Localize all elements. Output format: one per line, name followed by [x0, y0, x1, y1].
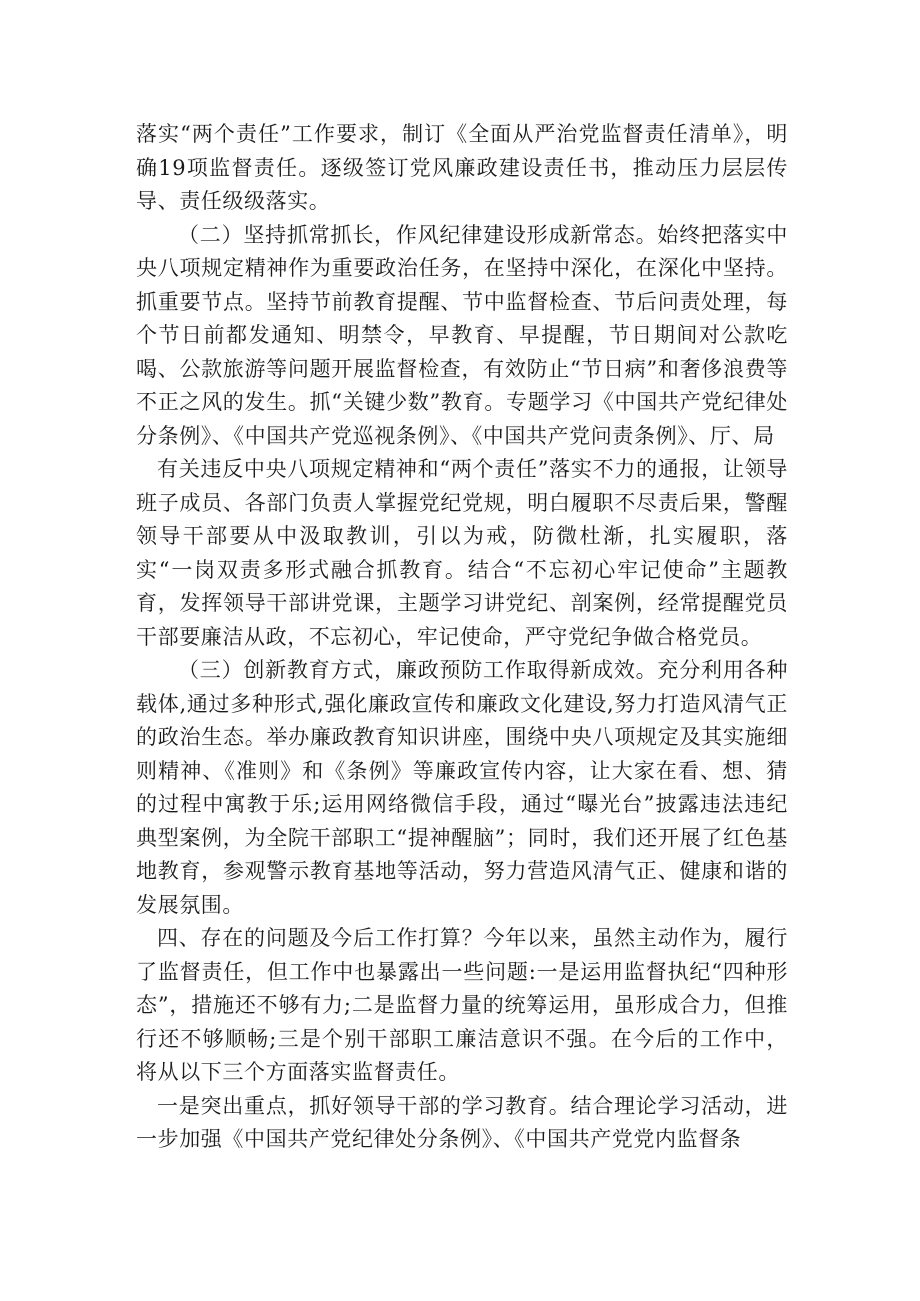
paragraph-first-measure: 一是突出重点，抓好领导干部的学习教育。结合理论学习活动，进一步加强《中国共产党纪律处分条例》、《中国共产党党内监督条 — [136, 1093, 788, 1151]
paragraph-continuation: 落实“两个责任”工作要求，制订《全面从严治党监督责任清单》，明确19项监督责任。逐级签订党风廉政建设责任书，推动压力层层传导、责任级级落实。 — [136, 122, 788, 213]
paragraph-section-two: （二）坚持抓常抓长，作风纪律建设形成新常态。始终把落实中央八项规定精神作为重要政治任务，在坚持中深化，在深化中坚持。抓重要节点。坚持节前教育提醒、节中监督检查、节后问责处理，每个节日前都发通知、明禁令，早教育、早提醒，节日期间对公款吃喝、公款旅游等问题开展监督检查，有效防止“节日病”和奢侈浪费等不正之风的发生。抓“关键少数”教育。专题学习《中国共产党纪律处分条例》、《中国共产党巡视条例》、《中国共产党问责条例》、厅、局 — [136, 222, 788, 448]
document-body — [136, 118, 788, 1157]
paragraph-problems-plans: 四、存在的问题及今后工作打算？今年以来，虽然主动作为，履行了监督责任，但工作中也暴露出一些问题:一是运用监督执纪“四种形态”，措施还不够有力;二是监督力量的统筹运用，虽形成合力，但推行还不够顺畅;三是个别干部职工廉洁意识不强。在今后的工作中，将从以下三个方面落实监督责任。 — [136, 926, 788, 1084]
paragraph-circular-notice: 有关违反中央八项规定精神和“两个责任”落实不力的通报，让领导班子成员、各部门负责人掌握党纪党规，明白履职不尽责后果，警醒领导干部要从中汲取教训，引以为戒，防微杜渐，扎实履职，落实“一岗双责多形式融合抓教育。结合“不忘初心牢记使命”主题教育，发挥领导干部讲党课，主题学习讲党纪、剖案例，经常提醒党员干部要廉洁从政，不忘初心，牢记使命，严守党纪争做合格党员。 — [136, 457, 788, 649]
paragraph-section-three: （三）创新教育方式，廉政预防工作取得新成效。充分利用各种载体,通过多种形式,强化廉政宣传和廉政文化建设,努力打造风清气正的政治生态。举办廉政教育知识讲座，围绕中央八项规定及其实施细则精神、《准则》和《条例》等廉政宣传内容，让大家在看、想、猜的过程中寓教于乐;运用网络微信手段，通过“曝光台”披露违法违纪典型案例，为全院干部职工“提神醒脑”；同时，我们还开展了红色基地教育，参观警示教育基地等活动，努力营造风清气正、健康和谐的发展氛围。 — [136, 658, 788, 917]
